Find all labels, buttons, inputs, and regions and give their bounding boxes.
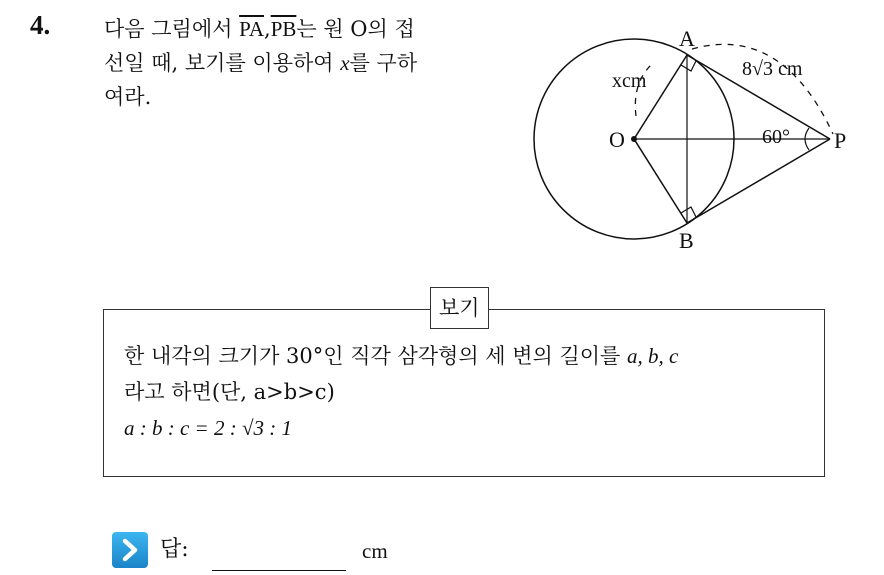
answer-blank[interactable] [212, 570, 346, 571]
question-line1-post: 는 원 O의 접 [296, 17, 415, 41]
answer-label: 답: [160, 537, 189, 562]
geometry-figure [520, 18, 860, 263]
line-ob [634, 139, 687, 223]
question-line2-post: 를 구하 [349, 51, 418, 75]
bogi-content [124, 338, 814, 446]
variable-x: x [340, 51, 350, 75]
question-text [104, 12, 524, 114]
right-angle-b [681, 207, 696, 217]
bogi-line-2: 라고 하면(단, a>b>c) [124, 380, 335, 404]
label-angle: 60° [762, 126, 790, 148]
question-line-2 [104, 46, 524, 80]
label-xcm: xcm [612, 70, 647, 92]
bogi-vars: a, b, c [627, 344, 679, 368]
label-length: 8√3 cm [742, 58, 803, 80]
bogi-ratio: a : b : c = 2 : √3 : 1 [124, 416, 292, 440]
segment-pb: $\overline{PB}$ [270, 17, 297, 41]
bogi-line-1 [124, 338, 814, 374]
bogi-line1-pre: 한 내각의 크기가 30°인 직각 삼각형의 세 변의 길이를 [124, 344, 628, 368]
label-p: P [834, 128, 847, 153]
answer-unit: cm [362, 539, 388, 563]
question-number: 4. [30, 10, 51, 40]
question-line1-pre: 다음 그림에서 [104, 17, 240, 41]
bogi-title: 보기 [430, 287, 489, 329]
right-angle-a [681, 61, 696, 71]
question-line-1 [104, 12, 524, 46]
question-line-3: 여라. [104, 85, 152, 109]
line-bp [687, 139, 830, 223]
label-o: O [609, 127, 625, 152]
line-oa [634, 55, 687, 139]
label-a: A [679, 26, 695, 51]
label-b: B [679, 228, 694, 253]
chevron-right-icon [112, 532, 148, 568]
point-o [631, 136, 637, 142]
comma: , [264, 17, 271, 41]
question-line2-pre: 선일 때, 보기를 이용하여 [104, 51, 341, 75]
segment-pa: $\overline{PA}$ [239, 17, 264, 41]
